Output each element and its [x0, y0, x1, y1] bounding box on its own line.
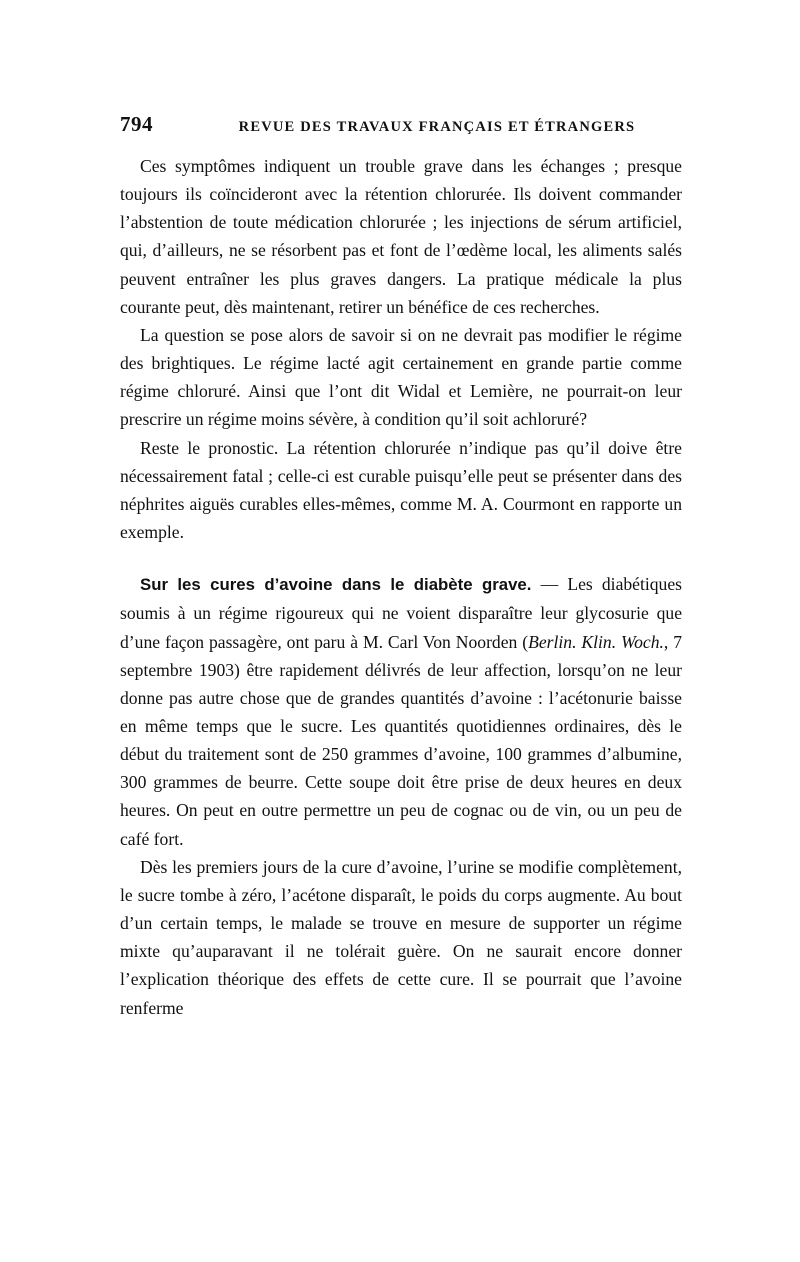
- paragraph-text: Les diabétiques soumis à un régime rigoureux qui ne voient disparaître leur glycosurie que d’une façon passagère, ont paru à M. Carl Von Noorden (: [120, 574, 683, 652]
- paragraph: La question se pose alors de savoir si on ne devrait pas modifier le régime des brightiques. Le régime lacté agit certainement en grande partie comme régime chloruré. Ainsi que l’ont dit Widal et Lemière, ne pourrait-on leur prescrire un régime moins sévère, à condition qu’il soit achloruré?: [120, 324, 682, 430]
- paragraph: Dès les premiers jours de la cure d’avoine, l’urine se modifie complètement, le sucre tombe à zéro, l’acétone disparaît, le poids du corps augmente. Au bout d’un certain temps, le malade se trouve en mesure de supporter un régime mixte qu’auparavant il ne tolérait guère. On ne saurait encore donner l’explication théorique des effets de cette cure. Il se pourrait que l’avoine renferme: [120, 856, 682, 1018]
- citation: Berlin. Klin. Woch.: [528, 631, 664, 652]
- paragraph: Reste le pronostic. La rétention chlorurée n’indique pas qu’il doive être nécessairement fatal ; celle-ci est curable puisqu’elle peut se présenter dans des néphrites aiguës curables elles-mêmes, comme M. A. Courmont en rapporte un exemple.: [120, 437, 682, 543]
- page-number: 794: [120, 112, 153, 136]
- running-header: [120, 112, 682, 142]
- heading-dash: —: [531, 574, 568, 595]
- paragraph: Ces symptômes indiquent un trouble grave dans les échanges ; presque toujours ils coïncideront avec la rétention chlorurée. Ils doivent commander l’abstention de toute médication chlorurée ; les injections de sérum artificiel, qui, d’ailleurs, ne se résorbent pas et font de l’œdème local, les aliments salés peuvent entraîner les plus graves dangers. La pratique médicale la plus courante peut, dès maintenant, retirer un bénéfice de ces recherches.: [120, 156, 682, 317]
- section-spacer: [120, 546, 682, 570]
- running-title: REVUE DES TRAVAUX FRANÇAIS ET ÉTRANGERS: [238, 119, 636, 135]
- paragraph: [120, 570, 682, 853]
- section-heading: Sur les cures d’avoine dans le diabète grave.: [140, 575, 532, 595]
- section-oat-cure: [120, 570, 682, 1022]
- section-chloride-retention: [120, 152, 682, 546]
- document-page: [120, 112, 682, 1022]
- paragraph-text: , 7 septembre 1903) être rapidement délivrés de leur affection, lorsqu’on ne leur donne pas autre chose que de grandes quantités d’avoine : l’acétonurie baisse en même temps que le sucre. Les quantités quotidiennes ordinaires, dès le début du traitement sont de 250 grammes d’avoine, 100 grammes d’albumine, 300 grammes de beurre. Cette soupe doit être prise de deux heures en deux heures. On peut en outre permettre un peu de cognac ou de vin, ou un peu de café fort.: [120, 631, 683, 849]
